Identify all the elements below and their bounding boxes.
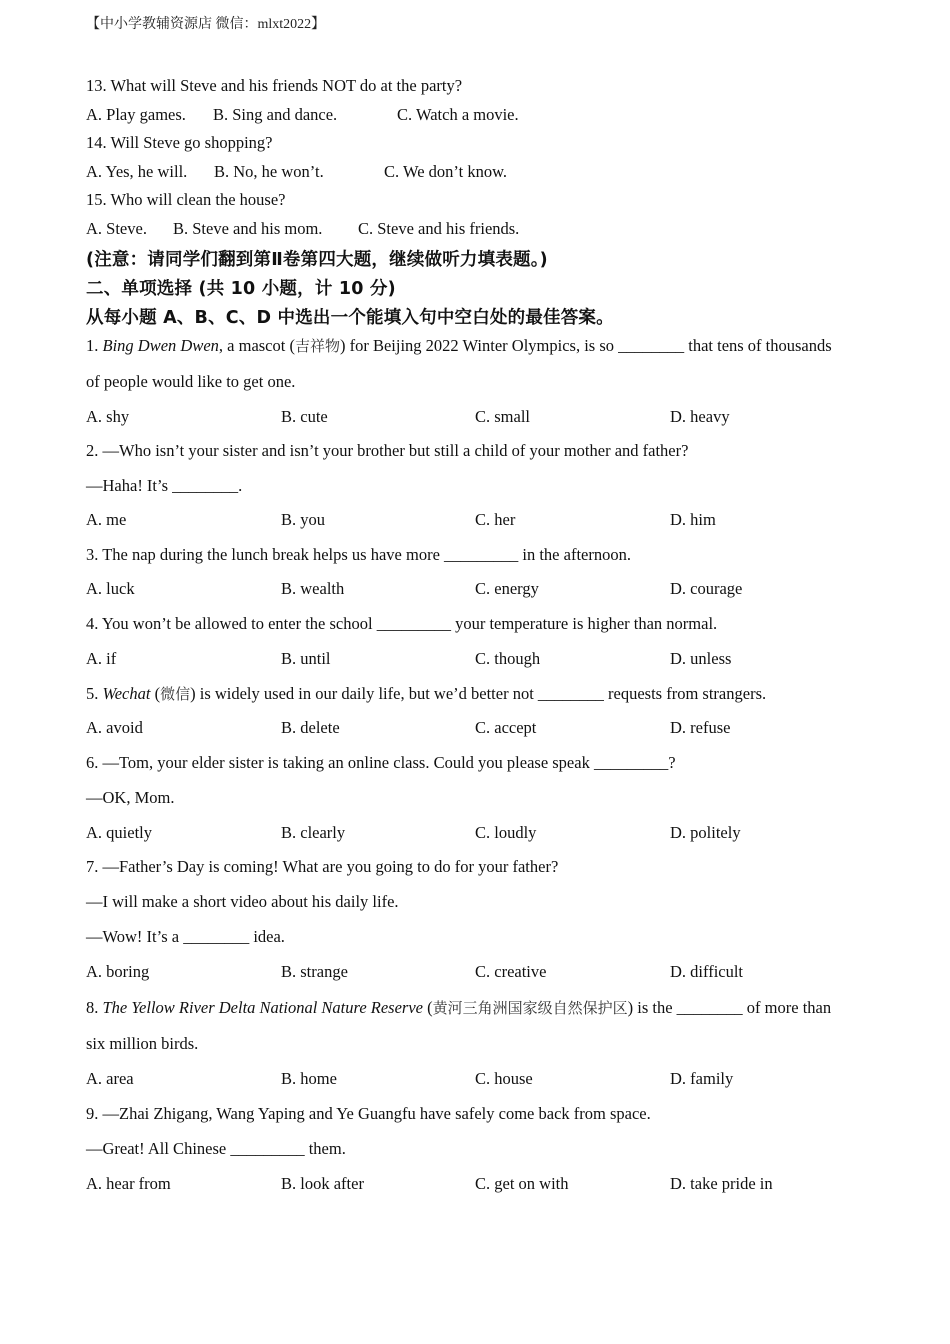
option-15b: B. Steve and his mom. xyxy=(173,219,323,238)
question-7-line-2: —I will make a short video about his daily life. xyxy=(86,892,399,911)
option-2d: D. him xyxy=(670,510,716,529)
option-14b: B. No, he won’t. xyxy=(214,162,324,181)
option-15c: C. Steve and his friends. xyxy=(358,219,520,238)
option-3c: C. energy xyxy=(475,579,539,598)
option-2c: C. her xyxy=(475,510,516,529)
section-title: 二、单项选择 (共 10 小题，计 10 分) xyxy=(86,279,396,299)
option-1d: D. heavy xyxy=(670,407,730,426)
question-6-line-2: —OK, Mom. xyxy=(86,788,175,807)
option-7b: B. strange xyxy=(281,962,348,981)
question-8: 8. The Yellow River Delta National Nature Reserve (黄河三角洲国家级自然保护区) is the ________ of more than xyxy=(86,998,832,1017)
option-8d: D. family xyxy=(670,1069,734,1088)
option-4d: D. unless xyxy=(670,649,732,668)
option-4a: A. if xyxy=(86,649,117,668)
option-3a: A. luck xyxy=(86,579,135,598)
option-4b: B. until xyxy=(281,649,331,668)
option-6c: C. loudly xyxy=(475,823,537,842)
question-14: 14. Will Steve go shopping? xyxy=(86,133,273,152)
option-3b: B. wealth xyxy=(281,579,345,598)
option-1b: B. cute xyxy=(281,407,328,426)
option-1a: A. shy xyxy=(86,407,130,426)
option-7c: C. creative xyxy=(475,962,547,981)
question-7-line-3: —Wow! It’s a ________ idea. xyxy=(86,927,285,946)
question-9-line-2: —Great! All Chinese _________ them. xyxy=(86,1139,346,1158)
question-5: 5. Wechat (微信) is widely used in our daily life, but we’d better not ________ requests from strangers. xyxy=(86,684,767,703)
option-13a: A. Play games. xyxy=(86,105,186,124)
option-5d: D. refuse xyxy=(670,718,731,737)
question-3: 3. The nap during the lunch break helps us have more _________ in the afternoon. xyxy=(86,545,631,564)
question-15: 15. Who will clean the house? xyxy=(86,190,286,209)
question-8-line-2: six million birds. xyxy=(86,1034,199,1053)
option-9c: C. get on with xyxy=(475,1174,569,1193)
question-7: 7. —Father’s Day is coming! What are you going to do for your father? xyxy=(86,857,559,876)
option-7a: A. boring xyxy=(86,962,150,981)
option-6a: A. quietly xyxy=(86,823,152,842)
option-8c: C. house xyxy=(475,1069,533,1088)
option-5a: A. avoid xyxy=(86,718,143,737)
option-2b: B. you xyxy=(281,510,326,529)
option-9a: A. hear from xyxy=(86,1174,171,1193)
question-2: 2. —Who isn’t your sister and isn’t your brother but still a child of your mother and father? xyxy=(86,441,689,460)
option-6d: D. politely xyxy=(670,823,741,842)
page-header: 【中小学教辅资源店 微信：mlxt2022】 xyxy=(86,17,326,32)
option-14c: C. We don’t know. xyxy=(384,162,508,181)
question-13: 13. What will Steve and his friends NOT do at the party? xyxy=(86,76,463,95)
notice: (注意：请同学们翻到第Ⅱ卷第四大题，继续做听力填表题。) xyxy=(86,250,548,270)
option-4c: C. though xyxy=(475,649,541,668)
question-1-line-2: of people would like to get one. xyxy=(86,372,296,391)
option-5b: B. delete xyxy=(281,718,340,737)
question-6: 6. —Tom, your elder sister is taking an online class. Could you please speak _________? xyxy=(86,753,676,772)
option-14a: A. Yes, he will. xyxy=(86,162,188,181)
section-instruction: 从每小题 A、B、C、D 中选出一个能填入句中空白处的最佳答案。 xyxy=(86,308,614,328)
option-15a: A. Steve. xyxy=(86,219,147,238)
question-2-line-2: —Haha! It’s ________. xyxy=(86,476,243,495)
option-9b: B. look after xyxy=(281,1174,364,1193)
option-13c: C. Watch a movie. xyxy=(397,105,519,124)
option-8b: B. home xyxy=(281,1069,337,1088)
option-1c: C. small xyxy=(475,407,531,426)
option-5c: C. accept xyxy=(475,718,537,737)
option-8a: A. area xyxy=(86,1069,134,1088)
option-6b: B. clearly xyxy=(281,823,346,842)
option-3d: D. courage xyxy=(670,579,743,598)
question-4: 4. You won’t be allowed to enter the school _________ your temperature is higher than normal. xyxy=(86,614,718,633)
option-13b: B. Sing and dance. xyxy=(213,105,338,124)
option-7d: D. difficult xyxy=(670,962,744,981)
option-2a: A. me xyxy=(86,510,127,529)
question-1: 1. Bing Dwen Dwen, a mascot (吉祥物) for Beijing 2022 Winter Olympics, is so ________ that tens of thousands xyxy=(86,336,832,355)
question-9: 9. —Zhai Zhigang, Wang Yaping and Ye Guangfu have safely come back from space. xyxy=(86,1104,651,1123)
option-9d: D. take pride in xyxy=(670,1174,773,1193)
